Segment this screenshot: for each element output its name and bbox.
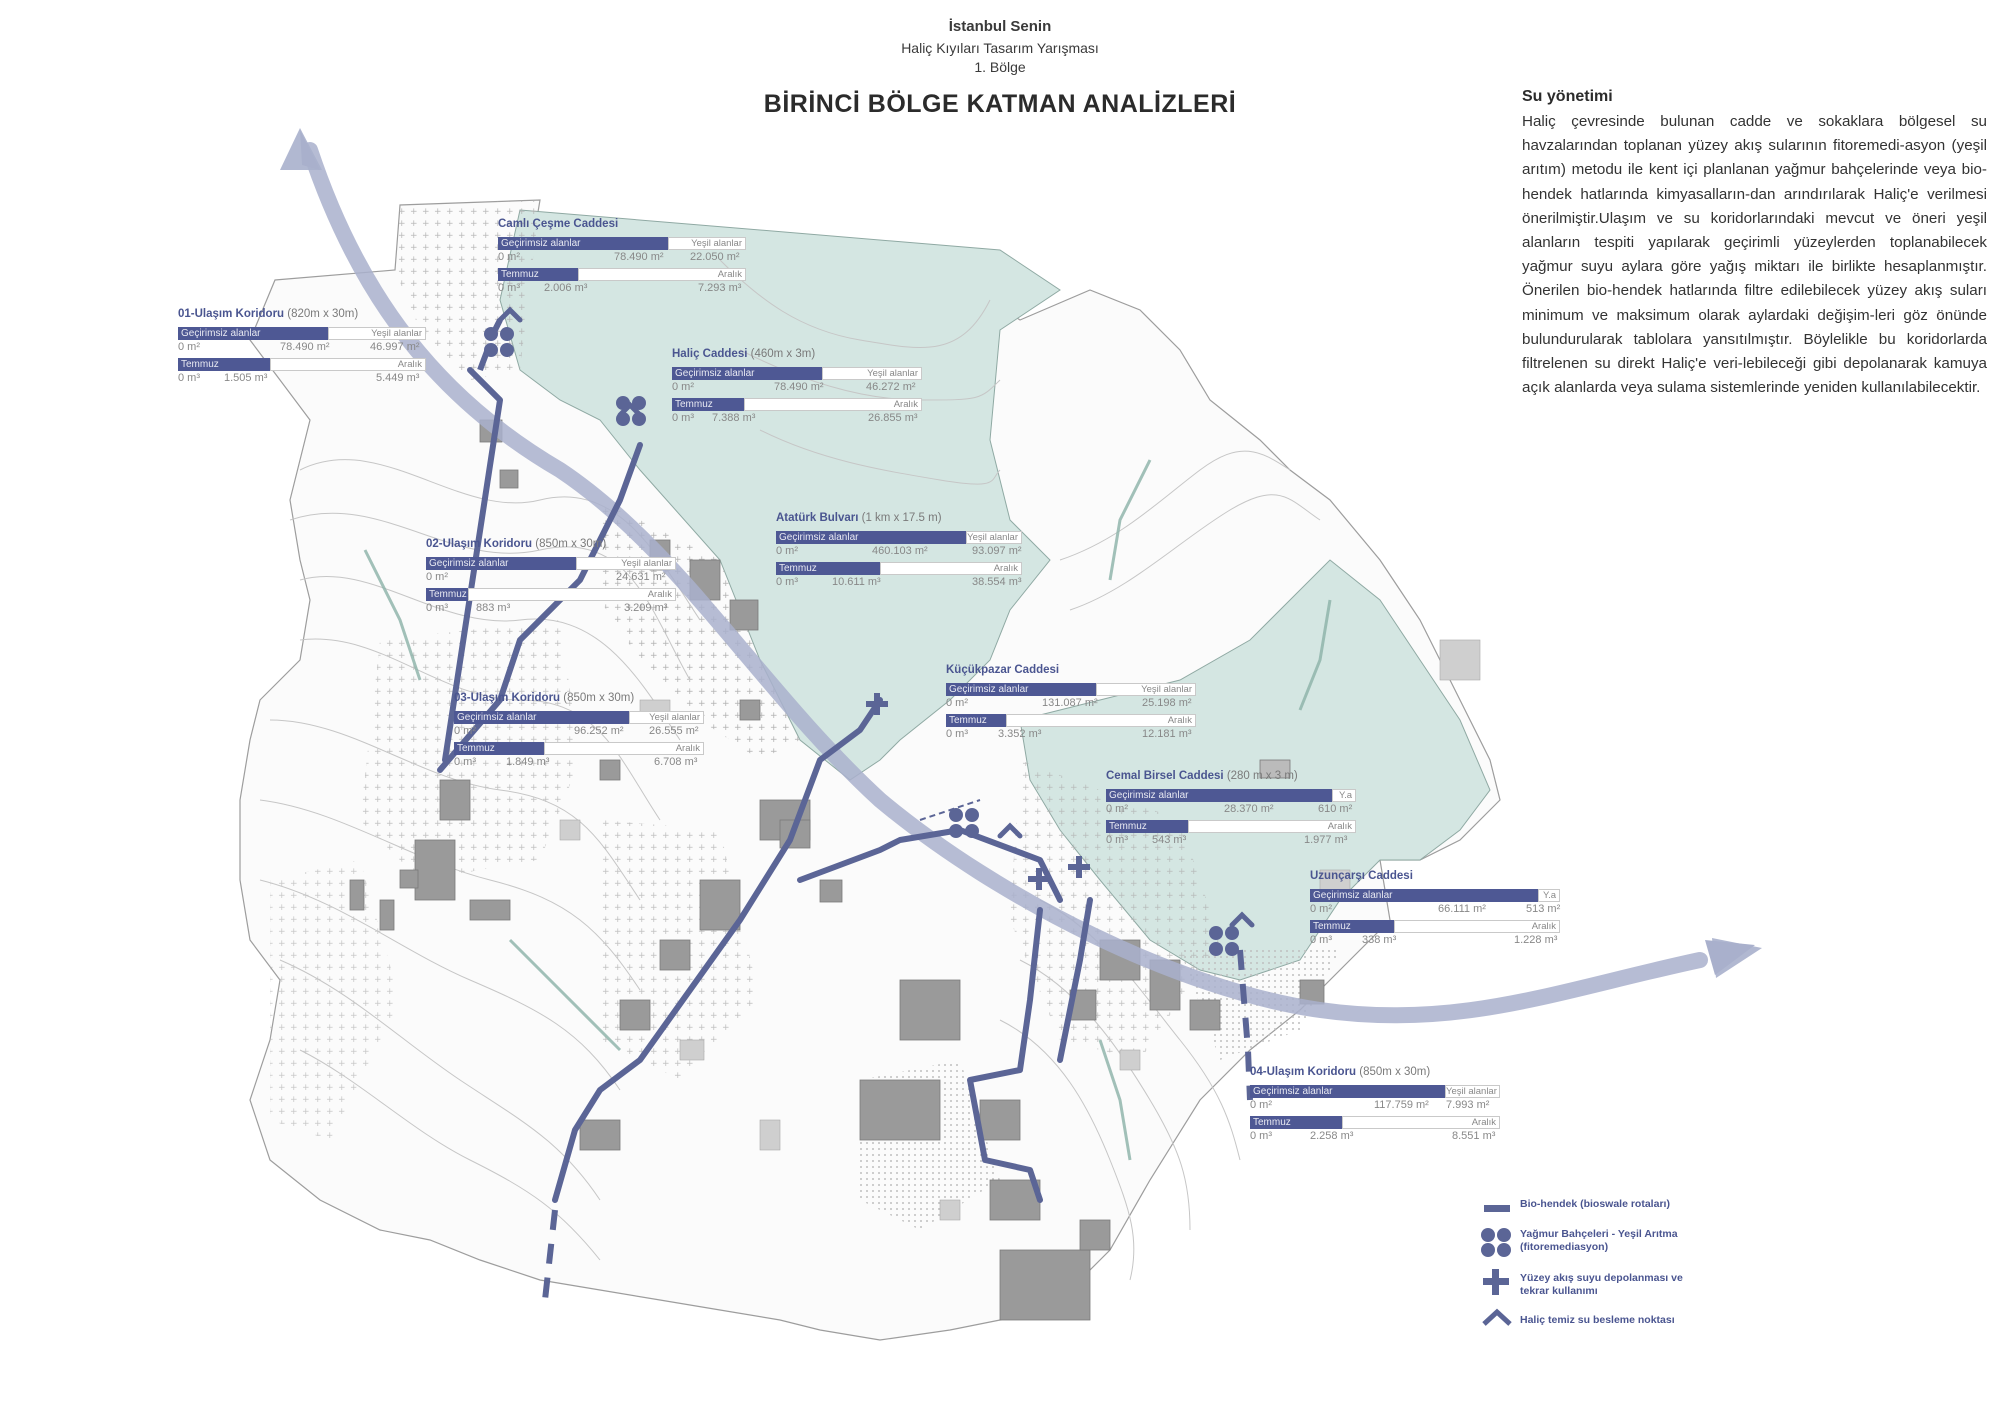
july-volume: 1.849 m³ bbox=[506, 756, 550, 768]
july-bar: Temmuz bbox=[498, 268, 578, 281]
december-volume: 1.228 m³ bbox=[1514, 934, 1558, 946]
december-bar: Aralık bbox=[468, 588, 676, 601]
july-volume: 2.258 m³ bbox=[1310, 1130, 1354, 1142]
impervious-value: 78.490 m² bbox=[280, 341, 330, 353]
december-bar: Aralık bbox=[270, 358, 426, 371]
december-bar: Aralık bbox=[1006, 714, 1196, 727]
july-volume: 7.388 m³ bbox=[712, 412, 756, 424]
impervious-bar: Geçirimsiz alanlar bbox=[454, 711, 629, 724]
card-cemal-birsel bbox=[1106, 770, 1366, 848]
impervious-value: 28.370 m² bbox=[1224, 803, 1274, 815]
card-dimensions: (280 m x 3 m) bbox=[1226, 770, 1298, 782]
card-kucukpazar bbox=[946, 664, 1206, 742]
card-dimensions: (850m x 30m) bbox=[563, 692, 635, 704]
green-bar: Yeşil alanlar bbox=[822, 367, 922, 380]
card-dimensions: (850m x 30m) bbox=[535, 538, 607, 550]
card-title: 01-Ulaşım Koridoru bbox=[178, 308, 285, 320]
green-bar: Yeşil alanlar bbox=[328, 327, 426, 340]
card-title: Haliç Caddesi bbox=[672, 348, 748, 360]
december-bar: Aralık bbox=[1394, 920, 1560, 933]
green-bar: Yeşil alanlar bbox=[966, 531, 1022, 544]
card-dimensions: (850m x 30m) bbox=[1359, 1066, 1431, 1078]
min-volume: 0 m³ bbox=[454, 756, 476, 768]
july-bar: Temmuz bbox=[1310, 920, 1394, 933]
min-value: 0 m² bbox=[776, 545, 798, 557]
impervious-bar: Geçirimsiz alanlar bbox=[1310, 889, 1538, 902]
impervious-bar: Geçirimsiz alanlar bbox=[1106, 789, 1332, 802]
green-value: 24.631 m² bbox=[616, 571, 666, 583]
side-heading: Su yönetimi bbox=[1522, 88, 1613, 105]
december-volume: 38.554 m³ bbox=[972, 576, 1022, 588]
july-bar: Temmuz bbox=[1250, 1116, 1342, 1129]
map-legend bbox=[1476, 1198, 1706, 1344]
min-value: 0 m² bbox=[454, 725, 476, 737]
min-volume: 0 m³ bbox=[1250, 1130, 1272, 1142]
header-line-3: 1. Bölge bbox=[974, 59, 1026, 75]
july-bar: Temmuz bbox=[946, 714, 1006, 727]
green-bar: Yeşil alanlar bbox=[1096, 683, 1196, 696]
impervious-bar: Geçirimsiz alanlar bbox=[178, 327, 328, 340]
card-title: Cemal Birsel Caddesi bbox=[1106, 770, 1224, 782]
card-title: Uzunçarşı Caddesi bbox=[1310, 870, 1413, 882]
green-value: 22.050 m² bbox=[690, 251, 740, 263]
card-corridor-03 bbox=[454, 692, 714, 770]
december-volume: 12.181 m³ bbox=[1142, 728, 1192, 740]
min-value: 0 m² bbox=[672, 381, 694, 393]
december-bar: Aralık bbox=[578, 268, 746, 281]
december-bar: Aralık bbox=[744, 398, 922, 411]
impervious-value: 78.490 m² bbox=[614, 251, 664, 263]
min-value: 0 m² bbox=[178, 341, 200, 353]
impervious-bar: Geçirimsiz alanlar bbox=[946, 683, 1096, 696]
impervious-value: 66.111 m² bbox=[1438, 903, 1486, 915]
impervious-bar: Geçirimsiz alanlar bbox=[776, 531, 966, 544]
card-corridor-04 bbox=[1250, 1066, 1510, 1144]
december-volume: 7.293 m³ bbox=[698, 282, 742, 294]
card-ataturk bbox=[776, 512, 1036, 590]
header-line-2: Haliç Kıyıları Tasarım Yarışması bbox=[901, 40, 1099, 56]
card-title: Küçükpazar Caddesi bbox=[946, 664, 1060, 676]
card-camli-cesme bbox=[498, 218, 758, 296]
card-corridor-02 bbox=[426, 538, 686, 616]
card-title: 02-Ulaşım Koridoru bbox=[426, 538, 533, 550]
card-dimensions: (820m x 30m) bbox=[287, 308, 359, 320]
min-volume: 0 m³ bbox=[498, 282, 520, 294]
green-bar: Yeşil alanlar bbox=[668, 237, 746, 250]
min-volume: 0 m³ bbox=[672, 412, 694, 424]
green-bar: Yeşil alanlar bbox=[576, 557, 676, 570]
card-title: Camlı Çeşme Caddesi bbox=[498, 218, 619, 230]
december-bar: Aralık bbox=[880, 562, 1022, 575]
green-value: 25.198 m² bbox=[1142, 697, 1192, 709]
july-bar: Temmuz bbox=[178, 358, 270, 371]
green-bar: Y.a bbox=[1332, 789, 1356, 802]
december-bar: Aralık bbox=[544, 742, 704, 755]
header-line-1: İstanbul Senin bbox=[948, 18, 1052, 35]
july-volume: 3.352 m³ bbox=[998, 728, 1042, 740]
min-volume: 0 m³ bbox=[776, 576, 798, 588]
december-volume: 1.977 m³ bbox=[1304, 834, 1348, 846]
min-volume: 0 m³ bbox=[1106, 834, 1128, 846]
impervious-value: 131.087 m² bbox=[1042, 697, 1098, 709]
min-value: 0 m² bbox=[498, 251, 520, 263]
min-value: 0 m² bbox=[426, 571, 448, 583]
min-volume: 0 m³ bbox=[946, 728, 968, 740]
july-bar: Temmuz bbox=[776, 562, 880, 575]
impervious-bar: Geçirimsiz alanlar bbox=[426, 557, 576, 570]
min-volume: 0 m³ bbox=[178, 372, 200, 384]
december-volume: 5.449 m³ bbox=[376, 372, 420, 384]
impervious-value: 117.759 m² bbox=[1374, 1099, 1429, 1111]
side-body: Haliç çevresinde bulunan cadde ve sokaklara bölgesel su havzalarından toplanan yüzey akış sularının fitoremedi-asyon (yeşil arıtım) metodu ile kent içi planlanan yağmur bahçelerinde veya bio-hendek hatlarında kimyasalların-dan arındırılarak Haliç'e verilmesi önerilmiştir.Ulaşım ve su koridorlarındaki mevcut ve öneri yeşil alanların tespiti yapılarak geçirimli yüzeylerden toplanabilecek yağmur suyu aylara göre yağış miktarı ile birlikte hesaplanmıştır. Önerilen bio-hendek hatlarında filtre edilebilecek yüzey akış suları minimum ve maksimum olarak aylardaki değişim-leri göz önünde bulundurularak tablolara yansıtılmıştır. Böylelikle bu koridorlarda filtrelenen su direkt Haliç'e veri-lebileceği gibi depolanarak kamuya açık alanlarda veya sulama sistemlerinde yeniden kullanılabilecektir. bbox=[1522, 113, 1987, 397]
card-title: Atatürk Bulvarı bbox=[776, 512, 859, 524]
min-value: 0 m² bbox=[1106, 803, 1128, 815]
green-bar: Y.a bbox=[1538, 889, 1560, 902]
card-dimensions: (1 km x 17.5 m) bbox=[861, 512, 942, 524]
impervious-bar: Geçirimsiz alanlar bbox=[498, 237, 668, 250]
july-volume: 883 m³ bbox=[476, 602, 511, 614]
impervious-bar: Geçirimsiz alanlar bbox=[1250, 1085, 1445, 1098]
july-volume: 338 m³ bbox=[1362, 934, 1397, 946]
green-value: 7.993 m² bbox=[1446, 1099, 1490, 1111]
legend-storage: Yüzey akış suyu depolanması ve tekrar kullanımı bbox=[1520, 1272, 1683, 1297]
green-value: 46.997 m² bbox=[370, 341, 420, 353]
green-value: 513 m² bbox=[1526, 903, 1561, 915]
december-volume: 3.209 m³ bbox=[624, 602, 668, 614]
card-dimensions: (460m x 3m) bbox=[750, 348, 816, 360]
green-value: 26.555 m² bbox=[649, 725, 699, 737]
december-bar: Aralık bbox=[1342, 1116, 1500, 1129]
july-bar: Temmuz bbox=[454, 742, 544, 755]
july-volume: 543 m³ bbox=[1152, 834, 1187, 846]
card-title: 03-Ulaşım Koridoru bbox=[454, 692, 561, 704]
july-volume: 2.006 m³ bbox=[544, 282, 588, 294]
card-uzuncarsi bbox=[1310, 870, 1570, 948]
legend-feed-point: Haliç temiz su besleme noktası bbox=[1520, 1314, 1675, 1326]
july-volume: 10.611 m³ bbox=[832, 576, 881, 588]
card-halic bbox=[672, 348, 932, 426]
july-bar: Temmuz bbox=[1106, 820, 1188, 833]
december-volume: 26.855 m³ bbox=[868, 412, 918, 424]
impervious-value: 96.252 m² bbox=[574, 725, 624, 737]
impervious-value: 78.490 m² bbox=[774, 381, 824, 393]
july-bar: Temmuz bbox=[672, 398, 744, 411]
card-title: 04-Ulaşım Koridoru bbox=[1250, 1066, 1357, 1078]
impervious-value: 460.103 m² bbox=[872, 545, 928, 557]
page-title: BİRİNCİ BÖLGE KATMAN ANALİZLERİ bbox=[763, 90, 1237, 118]
min-volume: 0 m³ bbox=[426, 602, 448, 614]
impervious-bar: Geçirimsiz alanlar bbox=[672, 367, 822, 380]
min-value: 0 m² bbox=[1310, 903, 1332, 915]
december-volume: 6.708 m³ bbox=[654, 756, 698, 768]
green-bar: Yeşil alanlar bbox=[1445, 1085, 1500, 1098]
min-value: 0 m² bbox=[1250, 1099, 1272, 1111]
green-bar: Yeşil alanlar bbox=[629, 711, 704, 724]
min-value: 0 m² bbox=[946, 697, 968, 709]
card-corridor-01 bbox=[178, 308, 438, 386]
green-value: 93.097 m² bbox=[972, 545, 1022, 557]
december-bar: Aralık bbox=[1188, 820, 1356, 833]
green-value: 46.272 m² bbox=[866, 381, 916, 393]
min-volume: 0 m³ bbox=[1310, 934, 1332, 946]
legend-bioswale: Bio-hendek (bioswale rotaları) bbox=[1520, 1198, 1670, 1210]
december-volume: 8.551 m³ bbox=[1452, 1130, 1496, 1142]
legend-rain-garden: Yağmur Bahçeleri - Yeşil Arıtma (fitoremediasyon) bbox=[1520, 1228, 1678, 1253]
july-volume: 1.505 m³ bbox=[224, 372, 268, 384]
july-bar: Temmuz bbox=[426, 588, 468, 601]
green-value: 610 m² bbox=[1318, 803, 1353, 815]
